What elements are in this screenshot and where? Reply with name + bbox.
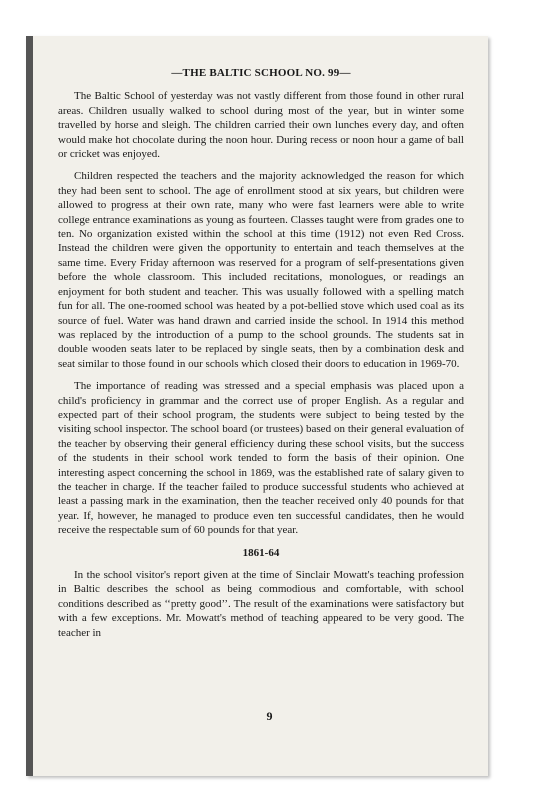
page-number: 9 bbox=[266, 709, 273, 723]
binding-spine bbox=[26, 36, 33, 776]
section-heading: 1861-64 bbox=[242, 546, 280, 559]
paragraph-4: In the school visitor's report given at the time of Sinclair Mowatt's teaching profession in Baltic describes the school as being commodious and comfortable, with school conditions described as ‘‘pretty good’’. The result of the examinations were satisfactory but with a few exceptions. Mr. Mowatt's method of teaching appeared to be very good. The teacher in bbox=[58, 569, 464, 639]
text-block bbox=[58, 66, 464, 648]
paragraph-1: The Baltic School of yesterday was not vastly different from those found in other rural areas. Children usually walked to school during most of the year, but in winter some travelled by horse and sleigh. The children carried their own lunches every day, and often would make hot chocolate during the noon hour. During recess or noon hour a game of ball or cricket was enjoyed. bbox=[58, 90, 464, 161]
paragraph-3: The importance of reading was stressed and a special emphasis was placed upon a child's proficiency in grammar and the correct use of proper English. As a regular and expected part of their school program, the students were subject to being tested by the visiting school inspector. The school board (or trustees) based on their general evaluation of the teacher by observing their general efficiency during these school visits, but the success of the students in their school work tended to form the basis of their opinion. One interesting aspect concerning the school in 1869, was the established rate of salary given to the teacher in charge. If the teacher failed to produce successful students who achieved at least a passing mark in the examination, then the teacher received only 40 pounds for that year. If, however, he managed to produce even ten successful candidates, then he would receive the respectable sum of 60 pounds for that year. bbox=[58, 380, 464, 537]
paragraph-2: Children respected the teachers and the majority acknowledged the reason for which they had been sent to school. The age of enrollment stood at six years, but children were allowed to progress at their own rate, many who were fast learners were able to write college entrance examinations as young as fourteen. Classes taught were from grades one to ten. No organization existed within the school at this time (1912) not even Red Cross. Instead the children were given the opportunity to entertain and teach themselves at the same time. Every Friday afternoon was reserved for a program of self-presentations given before the whole classroom. This included recitations, monologues, or readings an enjoyment for both student and teacher. This was usually followed with a spelling match fun for all. The one-roomed school was heated by a pot-bellied stove which used coal as its source of fuel. Water was hand drawn and carried inside the school. In 1914 this method was replaced by the introduction of a pump to the school grounds. The students sat in double wooden seats later to be replaced by single seats, then by a combination desk and seat similar to those found in our schools which closed their doors to education in 1969-70. bbox=[58, 170, 464, 370]
page-title: —THE BALTIC SCHOOL NO. 99— bbox=[171, 67, 351, 79]
